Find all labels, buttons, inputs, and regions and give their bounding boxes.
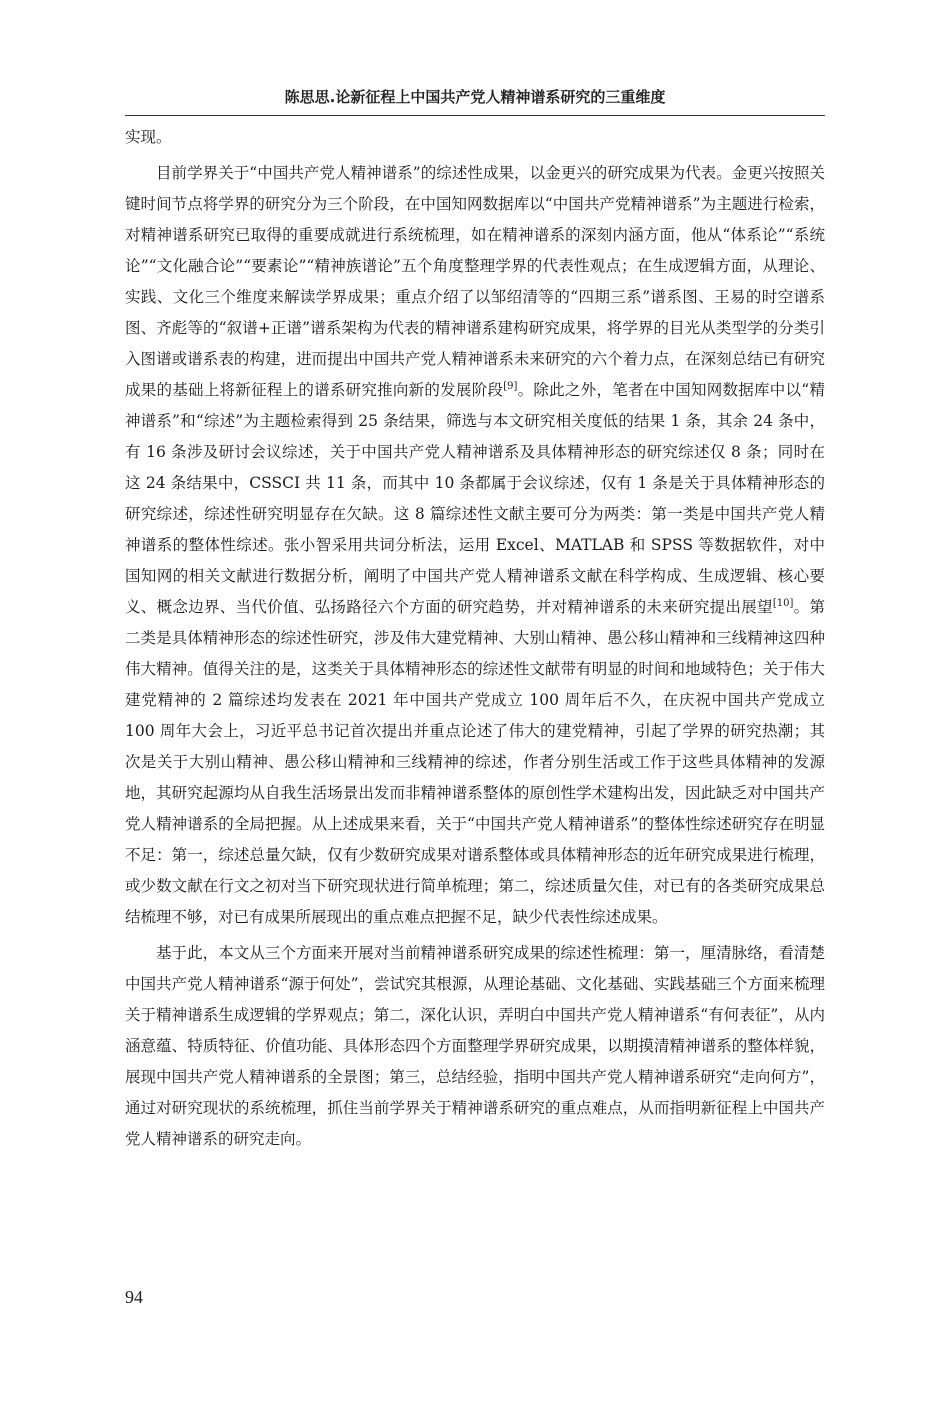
paragraph-continuation: 实现。 (125, 128, 172, 146)
citation-ref: [9] (503, 380, 518, 392)
paragraph-text-part: 目前学界关于“中国共产党人精神谱系”的综述性成果，以金更兴的研究成果为代表。金更兴按照关键时间节点将学界的研究分为三个阶段，在中国知网数据库以“中国共产党精神谱系”为主题进行检索，对精神谱系研究已取得的重要成就进行系统梳理，如在精神谱系的深刻内涵方面，他从“体系论”“系统论”“文化融合论”“要素论”“精神族谱论”五个角度整理学界的代表性观点；在生成逻辑方面，从理论、实践、文化三个维度来解读学界成果；重点介绍了以邹绍清等的“四期三系”谱系图、王易的时空谱系图、齐彪等的“叙谱+正谱”谱系架构为代表的精神谱系建构研究成果，将学界的目光从类型学的分类引入图谱或谱系表的构建，进而提出中国共产党人精神谱系未来研究的六个着力点，在深刻总结已有研究成果的基础上将新征程上的谱系研究推向新的发展阶段 (125, 164, 825, 399)
paragraph-approach: 基于此，本文从三个方面来开展对当前精神谱系研究成果的综述性梳理：第一，厘清脉络，看清楚中国共产党人精神谱系“源于何处”，尝试究其根源，从理论基础、文化基础、实践基础三个方面来梳理关于精神谱系生成逻辑的学界观点；第二，深化认识，弄明白中国共产党人精神谱系“有何表征”，从内涵意蕴、特质特征、价值功能、具体形态四个方面整理学界研究成果，以期摸清精神谱系的整体样貌，展现中国共产党人精神谱系的全景图；第三，总结经验，指明中国共产党人精神谱系研究“走向何方”，通过对研究现状的系统梳理，抓住当前学界关于精神谱系研究的重点难点，从而指明新征程上中国共产党人精神谱系的研究走向。 (125, 944, 825, 1148)
citation-ref: [10] (772, 597, 794, 609)
article-body (125, 122, 825, 1155)
page-number: 94 (125, 1287, 143, 1307)
paragraph-review-literature (125, 158, 825, 933)
paragraph-text-part: 。除此之外，笔者在中国知网数据库中以“精神谱系”和“综述”为主题检索得到 25 条结果，筛选与本文研究相关度低的结果 1 条，其余 24 条中，有 16 条涉及研讨会议综述，关于中国共产党人精神谱系及具体精神形态的研究综述仅 8 条；同时在这 24 条结果中，CSSCI 共 11 条，而其中 10 条都属于会议综述，仅有 1 条是关于具体精神形态的研究综述，综述性研究明显存在欠缺。这 8 篇综述性文献主要可分为两类：第一类是中国共产党人精神谱系的整体性综述。张小智采用共词分析法，运用 Excel、MATLAB 和 SPSS 等数据软件，对中国知网的相关文献进行数据分析，阐明了中国共产党人精神谱系文献在科学构成、生成逻辑、核心要义、概念边界、当代价值、弘扬路径六个方面的研究趋势，并对精神谱系的未来研究提出展望 (125, 381, 825, 616)
running-header: 陈思思.论新征程上中国共产党人精神谱系研究的三重维度 (284, 88, 666, 106)
paragraph-text-part: 。第二类是具体精神形态的综述性研究，涉及伟大建党精神、大别山精神、愚公移山精神和三线精神这四种伟大精神。值得关注的是，这类关于具体精神形态的综述性文献带有明显的时间和地域特色；关于伟大建党精神的 2 篇综述均发表在 2021 年中国共产党成立 100 周年后不久，在庆祝中国共产党成立 100 周年大会上，习近平总书记首次提出并重点论述了伟大的建党精神，引起了学界的研究热潮；其次是关于大别山精神、愚公移山精神和三线精神的综述，作者分别生活或工作于这些具体精神的发源地，其研究起源均从自我生活场景出发而非精神谱系整体的原创性学术建构出发，因此缺乏对中国共产党人精神谱系的全局把握。从上述成果来看，关于“中国共产党人精神谱系”的整体性综述研究存在明显不足：第一，综述总量欠缺，仅有少数研究成果对谱系整体或具体精神形态的近年研究成果进行梳理，或少数文献在行文之初对当下研究现状进行简单梳理；第二，综述质量欠佳，对已有的各类研究成果总结梳理不够，对已有成果所展现出的重点难点把握不足，缺少代表性综述成果。 (125, 598, 825, 926)
header-rule (125, 115, 825, 116)
